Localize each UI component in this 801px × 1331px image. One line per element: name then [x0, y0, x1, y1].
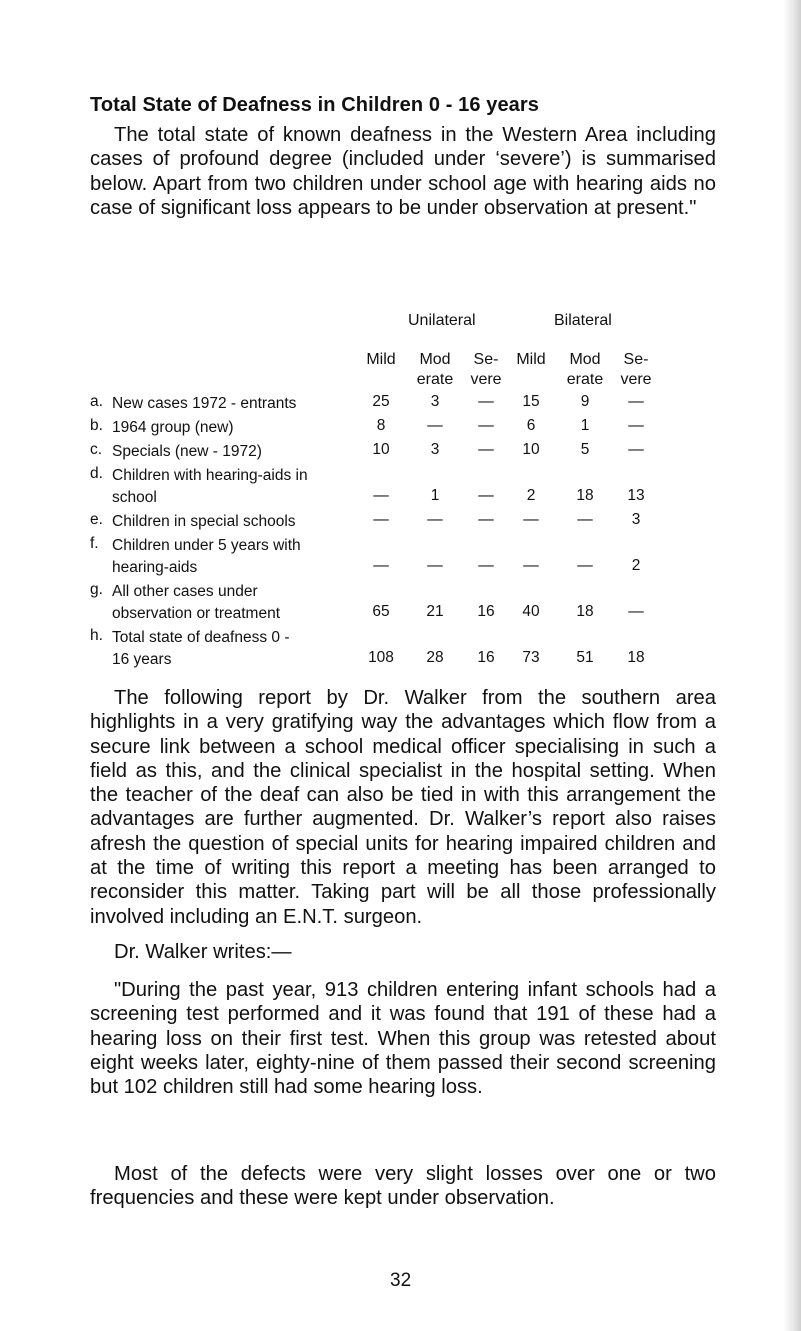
col-header-uni-severe: Se- vere: [470, 351, 502, 388]
row-description: Children under 5 years with hearing-aids: [112, 537, 301, 576]
defects-paragraph: Most of the defects were very slight losses over one or two frequencies and these were kept under observation.: [90, 1163, 716, 1210]
table-cell: 10: [522, 441, 540, 458]
table-cell: —: [577, 511, 593, 528]
page-number: 32: [390, 1270, 412, 1291]
table-cell: 3: [631, 511, 641, 528]
row-letter: d.: [90, 465, 103, 482]
table-cell: 1: [580, 417, 590, 434]
table-cell: —: [478, 557, 494, 574]
table-cell: —: [373, 557, 389, 574]
row-description: All other cases under observation or treatment: [112, 583, 281, 622]
table-cell: —: [628, 393, 644, 410]
table-cell: 1: [430, 487, 440, 504]
quote-paragraph: "During the past year, 913 children entering infant schools had a screening test performed and it was found that 191 of these had a hearing loss on their first test. When this group was retested about eight weeks later, eighty-nine of them passed their second screening but 102 children still had some hearing loss.: [90, 979, 716, 1099]
col-header-uni-mild: Mild: [366, 351, 396, 368]
table-cell: 25: [372, 393, 390, 410]
row-letter: f.: [90, 535, 99, 552]
row-letter: b.: [90, 417, 103, 434]
table-cell: 13: [627, 487, 645, 504]
table-cell: —: [478, 417, 494, 434]
row-description: Total state of deafness 0 - 16 years: [112, 629, 290, 668]
row-letter: e.: [90, 511, 103, 528]
table-cell: 18: [576, 603, 594, 620]
table-cell: 16: [477, 603, 495, 620]
group-header-bilateral: Bilateral: [554, 312, 612, 329]
col-header-bi-severe: Se- vere: [620, 351, 652, 388]
table-cell: —: [478, 393, 494, 410]
table-cell: 5: [580, 441, 590, 458]
row-description: Children in special schools: [112, 513, 296, 530]
report-paragraph: The following report by Dr. Walker from the southern area highlights in a very gratifying way the advantages which flow from a secure link between a school medical officer specialising in such a field as this, and the clinical specialist in the hospital setting. When the teacher of the deaf can also be tied in with this arrangement the advantages are further augmented. Dr. Walker’s report also raises afresh the question of special units for hearing impaired children and at the time of writing this report a meeting has been arranged to reconsider this matter. Taking part will be all those professionally involved including an E.N.T. surgeon.: [90, 687, 716, 928]
row-letter: c.: [90, 441, 103, 458]
row-description: 1964 group (new): [112, 419, 234, 436]
row-description: Specials (new - 1972): [112, 443, 262, 460]
row-description: New cases 1972 - entrants: [112, 395, 297, 412]
table-cell: 28: [426, 649, 444, 666]
intro-paragraph: The total state of known deafness in the Western Area including cases of profound degree (included under ‘severe’) is summarised below. Apart from two children under school age with hearing aids no case of significant loss appears to be under observation at present.": [90, 124, 716, 219]
table-cell: 16: [477, 649, 495, 666]
table-cell: 9: [580, 393, 590, 410]
table-cell: —: [373, 511, 389, 528]
table-cell: 18: [576, 487, 594, 504]
table-cell: 40: [522, 603, 540, 620]
row-description: Children with hearing-aids in school: [112, 467, 308, 506]
table-cell: —: [628, 441, 644, 458]
table-cell: —: [373, 487, 389, 504]
table-cell: 65: [372, 603, 390, 620]
table-cell: 73: [522, 649, 540, 666]
table-cell: —: [577, 557, 593, 574]
col-header-bi-moderate: Mod erate: [566, 351, 604, 388]
col-header-bi-mild: Mild: [516, 351, 546, 368]
table-cell: —: [478, 441, 494, 458]
table-cell: —: [523, 511, 539, 528]
table-cell: 2: [526, 487, 536, 504]
row-letter: g.: [90, 581, 103, 598]
group-header-unilateral: Unilateral: [408, 312, 476, 329]
table-cell: —: [628, 603, 644, 620]
page-edge-shadow: [783, 0, 801, 1331]
table-cell: 2: [631, 557, 641, 574]
table-cell: —: [478, 487, 494, 504]
table-cell: 6: [526, 417, 536, 434]
col-header-uni-moderate: Mod erate: [416, 351, 454, 388]
page-title: Total State of Deafness in Children 0 - 16 years: [90, 94, 540, 116]
table-cell: 10: [372, 441, 390, 458]
walker-writes-line: Dr. Walker writes:—: [114, 941, 292, 963]
table-cell: 15: [522, 393, 540, 410]
table-cell: —: [523, 557, 539, 574]
table-cell: 18: [627, 649, 645, 666]
table-cell: 3: [430, 393, 440, 410]
table-cell: —: [478, 511, 494, 528]
table-cell: —: [427, 511, 443, 528]
table-cell: 8: [376, 417, 386, 434]
table-cell: 108: [368, 649, 394, 666]
table-cell: 21: [426, 603, 444, 620]
row-letter: h.: [90, 627, 103, 644]
row-letter: a.: [90, 393, 103, 410]
table-cell: —: [427, 557, 443, 574]
table-cell: —: [427, 417, 443, 434]
table-cell: 51: [576, 649, 594, 666]
table-cell: —: [628, 417, 644, 434]
table-cell: 3: [430, 441, 440, 458]
